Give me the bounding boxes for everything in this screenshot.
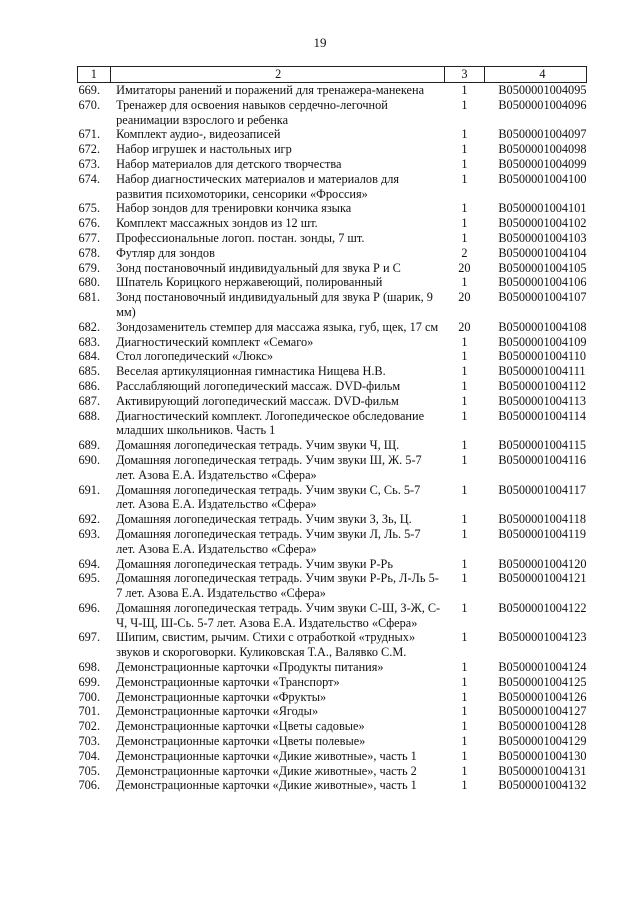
item-quantity: 1	[461, 349, 468, 364]
item-name: Домашняя логопедическая тетрадь. Учим звуки С-Ш, З-Ж, С-Ч, Ч-Щ, Ш-Сь. 5-7 лет. Азова Е.А. Издательство «Сфера»	[116, 600, 441, 630]
header-col-3: 3	[444, 67, 484, 83]
item-code: B0500001004114	[498, 408, 587, 423]
table-row	[78, 157, 587, 172]
row-number: 691.	[78, 482, 101, 497]
item-name: Демонстрационные карточки «Дикие животные», часть 1	[116, 778, 417, 793]
row-number: 688.	[78, 408, 101, 423]
table-row	[78, 483, 587, 513]
row-number: 701.	[78, 704, 101, 719]
item-code: B0500001004097	[498, 127, 587, 142]
table-row	[78, 261, 587, 276]
item-code: B0500001004112	[498, 378, 587, 393]
item-code: B0500001004125	[498, 674, 587, 689]
table-row	[78, 512, 587, 527]
item-quantity: 1	[461, 512, 468, 527]
row-number: 698.	[78, 660, 101, 675]
table-row	[78, 778, 587, 793]
item-quantity: 20	[458, 290, 471, 305]
row-number: 699.	[78, 674, 101, 689]
table-row	[78, 275, 587, 290]
item-quantity: 1	[461, 778, 468, 793]
item-name: Расслабляющий логопедический массаж. DVD-фильм	[116, 378, 401, 393]
item-name: Демонстрационные карточки «Дикие животные», часть 2	[116, 763, 417, 778]
item-code: B0500001004130	[498, 748, 587, 763]
item-code: B0500001004095	[498, 83, 587, 97]
item-code: B0500001004103	[498, 230, 587, 245]
item-code: B0500001004128	[498, 719, 587, 734]
item-name: Демонстрационные карточки «Дикие животные», часть 1	[116, 748, 417, 763]
row-number: 689.	[78, 438, 101, 453]
item-quantity: 1	[461, 734, 468, 749]
item-name: Набор зондов для тренировки кончика языка	[116, 201, 352, 216]
row-number: 677.	[78, 230, 101, 245]
item-quantity: 1	[461, 97, 468, 112]
row-number: 676.	[78, 216, 101, 231]
row-number: 700.	[78, 689, 101, 704]
row-number: 705.	[78, 763, 101, 778]
row-number: 686.	[78, 378, 101, 393]
item-name: Комплект массажных зондов из 12 шт.	[116, 216, 318, 231]
item-quantity: 20	[458, 260, 471, 275]
item-code: B0500001004119	[498, 526, 587, 541]
row-number: 669.	[78, 83, 101, 97]
item-code: B0500001004117	[498, 482, 587, 497]
item-name: Демонстрационные карточки «Цветы полевые»	[116, 734, 366, 749]
item-quantity: 1	[461, 689, 468, 704]
item-code: B0500001004110	[498, 349, 587, 364]
row-number: 695.	[78, 571, 101, 586]
header-col-1: 1	[78, 67, 111, 83]
table-row	[78, 764, 587, 779]
table-row	[78, 527, 587, 557]
item-code: B0500001004116	[498, 452, 587, 467]
item-name: Зонд постановочный индивидуальный для звука Р и С	[116, 260, 401, 275]
table-row	[78, 675, 587, 690]
item-quantity: 1	[461, 600, 468, 615]
table-body	[78, 83, 587, 794]
item-quantity: 1	[461, 674, 468, 689]
table-row	[78, 734, 587, 749]
item-name: Зонд постановочный индивидуальный для звука Р (шарик, 9 мм)	[116, 290, 433, 319]
item-code: B0500001004113	[498, 393, 587, 408]
item-name: Активирующий логопедический массаж. DVD-фильм	[116, 393, 399, 408]
item-name: Шипим, свистим, рычим. Стихи с отработкой «трудных» звуков и скороговорки. Куликовская Т.А., Валявко С.М.	[116, 630, 416, 660]
item-code: B0500001004131	[498, 763, 587, 778]
table-row	[78, 142, 587, 157]
table-row	[78, 571, 587, 601]
row-number: 673.	[78, 156, 101, 171]
item-quantity: 1	[461, 438, 468, 453]
item-name: Стол логопедический «Люкс»	[116, 349, 273, 364]
row-number: 696.	[78, 600, 101, 615]
item-name: Зондозаменитель стемпер для массажа языка, губ, щек, 17 см	[116, 319, 439, 334]
table-row	[78, 83, 587, 98]
item-name: Домашняя логопедическая тетрадь. Учим звуки Р-Рь	[116, 556, 393, 571]
table-row	[78, 290, 587, 320]
item-code: B0500001004096	[498, 97, 587, 112]
item-code: B0500001004123	[498, 630, 587, 645]
header-row	[78, 67, 587, 83]
row-number: 682.	[78, 319, 101, 334]
item-name: Веселая артикуляционная гимнастика Нищева Н.В.	[116, 364, 386, 379]
header-col-2: 2	[110, 67, 444, 83]
table-row	[78, 231, 587, 246]
row-number: 702.	[78, 719, 101, 734]
item-name: Профессиональные логоп. постан. зонды, 7 шт.	[116, 230, 365, 245]
table-row	[78, 127, 587, 142]
row-number: 672.	[78, 142, 101, 157]
row-number: 697.	[78, 630, 101, 645]
item-quantity: 1	[461, 748, 468, 763]
item-quantity: 1	[461, 83, 468, 97]
item-code: B0500001004129	[498, 734, 587, 749]
item-name: Домашняя логопедическая тетрадь. Учим звуки С, Сь. 5-7 лет. Азова Е.А. Издательство «Сфера»	[116, 482, 421, 512]
item-code: B0500001004108	[498, 319, 587, 334]
table-row	[78, 364, 587, 379]
item-code: B0500001004102	[498, 216, 587, 231]
item-code: B0500001004104	[498, 245, 587, 260]
item-name: Демонстрационные карточки «Ягоды»	[116, 704, 319, 719]
item-quantity: 1	[461, 230, 468, 245]
item-quantity: 1	[461, 630, 468, 645]
item-name: Имитаторы ранений и поражений для тренажера-манекена	[116, 83, 425, 97]
item-code: B0500001004107	[498, 290, 587, 305]
row-number: 671.	[78, 127, 101, 142]
table-row	[78, 246, 587, 261]
item-quantity: 20	[458, 319, 471, 334]
table-row	[78, 394, 587, 409]
row-number: 681.	[78, 290, 101, 305]
item-quantity: 1	[461, 556, 468, 571]
table-row	[78, 601, 587, 631]
table-row	[78, 557, 587, 572]
item-code: B0500001004121	[498, 571, 587, 586]
table-row	[78, 335, 587, 350]
row-number: 678.	[78, 245, 101, 260]
item-name: Домашняя логопедическая тетрадь. Учим звуки Р-Рь, Л-Ль 5-7 лет. Азова Е.А. Издательство «Сфера»	[116, 571, 439, 601]
table-row	[78, 409, 587, 439]
row-number: 706.	[78, 778, 101, 793]
item-code: B0500001004111	[498, 364, 586, 379]
item-quantity: 1	[461, 452, 468, 467]
item-quantity: 1	[461, 171, 468, 186]
row-number: 694.	[78, 556, 101, 571]
item-quantity: 1	[461, 364, 468, 379]
item-name: Набор диагностических материалов и материалов для развития психомоторики, сенсорики «Фроссия»	[116, 171, 399, 201]
item-name: Комплект аудио-, видеозаписей	[116, 127, 281, 142]
table-row	[78, 630, 587, 660]
item-quantity: 1	[461, 408, 468, 423]
table-row	[78, 749, 587, 764]
item-code: B0500001004132	[498, 778, 587, 793]
item-code: B0500001004101	[498, 201, 587, 216]
row-number: 679.	[78, 260, 101, 275]
item-quantity: 1	[461, 156, 468, 171]
page-number: 19	[313, 35, 327, 50]
item-quantity: 1	[461, 201, 468, 216]
item-quantity: 1	[461, 334, 468, 349]
table-row	[78, 719, 587, 734]
row-number: 704.	[78, 748, 101, 763]
table-row	[78, 438, 587, 453]
row-number: 685.	[78, 364, 101, 379]
table-row	[78, 660, 587, 675]
row-number: 692.	[78, 512, 101, 527]
item-name: Домашняя логопедическая тетрадь. Учим звуки Ч, Щ.	[116, 438, 400, 453]
item-name: Тренажер для освоения навыков сердечно-легочной реанимации взрослого и ребенка	[116, 97, 388, 127]
row-number: 670.	[78, 97, 101, 112]
row-number: 684.	[78, 349, 101, 364]
equipment-table	[77, 66, 587, 793]
item-name: Набор игрушек и настольных игр	[116, 142, 292, 157]
item-quantity: 1	[461, 704, 468, 719]
table-row	[78, 704, 587, 719]
header-col-4: 4	[484, 67, 586, 83]
item-name: Шпатель Корицкого нержавеющий, полированный	[116, 275, 383, 290]
item-code: B0500001004106	[498, 275, 587, 290]
item-code: B0500001004115	[498, 438, 587, 453]
item-name: Демонстрационные карточки «Цветы садовые»	[116, 719, 365, 734]
item-code: B0500001004105	[498, 260, 587, 275]
row-number: 674.	[78, 171, 101, 186]
row-number: 675.	[78, 201, 101, 216]
table-row	[78, 201, 587, 216]
item-quantity: 1	[461, 526, 468, 541]
item-name: Демонстрационные карточки «Фрукты»	[116, 689, 327, 704]
item-code: B0500001004126	[498, 689, 587, 704]
item-code: B0500001004109	[498, 334, 587, 349]
item-code: B0500001004120	[498, 556, 587, 571]
row-number: 703.	[78, 734, 101, 749]
item-quantity: 1	[461, 216, 468, 231]
item-code: B0500001004098	[498, 142, 587, 157]
table-row	[78, 690, 587, 705]
row-number: 687.	[78, 393, 101, 408]
item-name: Футляр для зондов	[116, 245, 215, 260]
item-quantity: 1	[461, 378, 468, 393]
item-code: B0500001004124	[498, 660, 587, 675]
table-row	[78, 98, 587, 128]
item-quantity: 1	[461, 660, 468, 675]
item-name: Демонстрационные карточки «Продукты питания»	[116, 660, 384, 675]
item-code: B0500001004127	[498, 704, 587, 719]
table-row	[78, 379, 587, 394]
table-row	[78, 172, 587, 202]
item-name: Домашняя логопедическая тетрадь. Учим звуки З, Зь, Ц.	[116, 512, 412, 527]
item-code: B0500001004122	[498, 600, 587, 615]
item-quantity: 2	[461, 245, 468, 260]
item-quantity: 1	[461, 763, 468, 778]
item-quantity: 1	[461, 275, 468, 290]
table-row	[78, 349, 587, 364]
item-quantity: 1	[461, 719, 468, 734]
item-quantity: 1	[461, 393, 468, 408]
item-code: B0500001004100	[498, 171, 587, 186]
table-row	[78, 453, 587, 483]
table-row	[78, 216, 587, 231]
item-name: Домашняя логопедическая тетрадь. Учим звуки Л, Ль. 5-7 лет. Азова Е.А. Издательство «Сфера»	[116, 526, 421, 556]
item-name: Домашняя логопедическая тетрадь. Учим звуки Ш, Ж. 5-7 лет. Азова Е.А. Издательство «Сфера»	[116, 452, 422, 482]
row-number: 693.	[78, 526, 101, 541]
row-number: 680.	[78, 275, 101, 290]
item-code: B0500001004099	[498, 156, 587, 171]
item-quantity: 1	[461, 127, 468, 142]
item-code: B0500001004118	[498, 512, 587, 527]
item-quantity: 1	[461, 482, 468, 497]
item-quantity: 1	[461, 571, 468, 586]
table-row	[78, 320, 587, 335]
item-name: Диагностический комплект «Семаго»	[116, 334, 314, 349]
item-quantity: 1	[461, 142, 468, 157]
item-name: Демонстрационные карточки «Транспорт»	[116, 674, 340, 689]
item-name: Набор материалов для детского творчества	[116, 156, 342, 171]
row-number: 690.	[78, 452, 101, 467]
row-number: 683.	[78, 334, 101, 349]
item-name: Диагностический комплект. Логопедическое обследование младших школьников. Часть 1	[116, 408, 425, 438]
table-header	[78, 67, 587, 83]
